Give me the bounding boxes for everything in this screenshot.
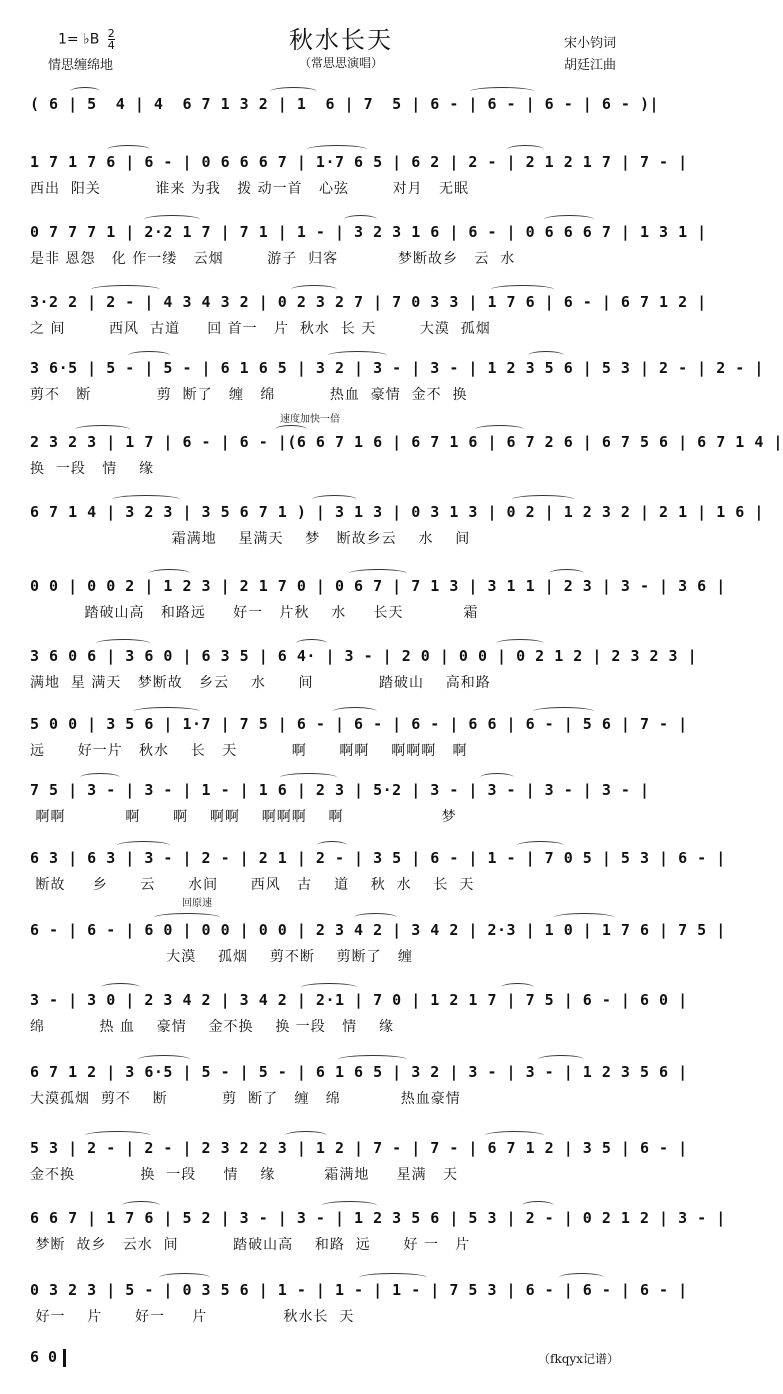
- slur-mark: [559, 1273, 604, 1282]
- slur-mark: [328, 351, 387, 360]
- notation-row: 6 - | 6 - | 6 0 | 0 0 | 0 0 | 2 3 4 2 | 3 4 2 | 2·3 | 1 0 | 1 7 6 | 7 5 |: [30, 918, 660, 942]
- notation-row: 5 3 | 2 - | 2 - | 2 3 2 2 3 | 1 2 | 7 - | 7 - | 6 7 1 2 | 3 5 | 6 - |: [30, 1136, 660, 1160]
- meter-top: 2: [107, 27, 115, 40]
- slur-mark: [138, 1055, 190, 1064]
- slur-mark: [485, 1131, 544, 1140]
- slur-mark: [480, 773, 514, 782]
- lyrics-row: 好一 片 好一 片 秋水长 天: [30, 1309, 355, 1325]
- lyrics-row: 大漠孤烟 剪不 断 剪 断了 缠 绵 热血豪情: [30, 1091, 461, 1107]
- slur-mark: [549, 569, 584, 578]
- lyrics-row: [30, 120, 660, 142]
- lyrics-row: 远 好一片 秋水 长 天 啊 啊啊 啊啊啊 啊: [30, 743, 468, 759]
- notation-row: 0 7 7 7 1 | 2·2 1 7 | 7 1 | 1 - | 3 2 3 1 6 | 6 - | 0 6 6 6 7 | 1 3 1 |: [30, 220, 660, 244]
- slur-mark: [117, 841, 170, 850]
- notation-row: 6 6 7 | 1 7 6 | 5 2 | 3 - | 3 - | 1 2 3 5 6 | 5 3 | 2 - | 0 2 1 2 | 3 - |: [30, 1206, 660, 1230]
- lyrics-row: 霜满地 星满天 梦 断故乡云 水 间: [30, 531, 471, 547]
- notation-row: 6 3 | 6 3 | 3 - | 2 - | 2 1 | 2 - | 3 5 | 6 - | 1 - | 7 0 5 | 5 3 | 6 - |: [30, 846, 660, 870]
- slur-mark: [533, 707, 594, 716]
- slur-mark: [149, 569, 190, 578]
- slur-mark: [128, 351, 170, 360]
- tempo-speedup-mark: 速度加快一倍: [280, 414, 340, 425]
- slur-mark: [101, 983, 140, 992]
- lyrics-row: 梦断 故乡 云水 间 踏破山高 和路 远 好 一 片: [30, 1237, 471, 1253]
- notation-row: 0 0 | 0 0 2 | 1 2 3 | 2 1 7 0 | 0 6 7 | 7 1 3 | 3 1 1 | 2 3 | 3 - | 3 6 |: [30, 574, 660, 598]
- slur-mark: [270, 87, 317, 96]
- notation-row: 3 6 0 6 | 3 6 0 | 6 3 5 | 6 4· | 3 - | 2 0 | 0 0 | 0 2 1 2 | 2 3 2 3 |: [30, 644, 660, 668]
- notation-row: 3 - | 3 0 | 2 3 4 2 | 3 4 2 | 2·1 | 7 0 | 1 2 1 7 | 7 5 | 6 - | 6 0 |: [30, 988, 660, 1012]
- slur-mark: [333, 707, 377, 716]
- notation-row: 5 0 0 | 3 5 6 | 1·7 | 7 5 | 6 - | 6 - | 6 - | 6 6 | 6 - | 5 6 | 7 - |: [30, 712, 660, 736]
- slur-mark: [359, 1273, 427, 1282]
- lyrics-row: 金不换 换 一段 情 缘 霜满地 星满 天: [30, 1167, 459, 1183]
- notation-row: 3 6·5 | 5 - | 5 - | 6 1 6 5 | 3 2 | 3 - | 3 - | 1 2 3 5 6 | 5 3 | 2 - | 2 - |: [30, 356, 660, 380]
- slur-mark: [159, 1273, 210, 1282]
- slur-mark: [317, 841, 347, 850]
- tempo-primo-mark: 回原速: [182, 898, 212, 909]
- notation-row: 6 7 1 2 | 3 6·5 | 5 - | 5 - | 6 1 6 5 | 3 2 | 3 - | 3 - | 1 2 3 5 6 |: [30, 1060, 660, 1084]
- slur-mark: [491, 285, 554, 294]
- slur-mark: [133, 707, 200, 716]
- slur-mark: [291, 285, 337, 294]
- slur-mark: [338, 1055, 407, 1064]
- slur-mark: [307, 145, 367, 154]
- notation-row: 7 5 | 3 - | 3 - | 1 - | 1 6 | 2 3 | 5·2 | 3 - | 3 - | 3 - | 3 - |: [30, 778, 660, 802]
- lyrics-row: 之 间 西风 古道 回 首一 片 秋水 长 天 大漠 孤烟: [30, 321, 491, 337]
- slur-mark: [122, 1201, 160, 1210]
- notation-row: 6 7 1 4 | 3 2 3 | 3 5 6 7 1 ) | 3 1 3 | 0 3 1 3 | 0 2 | 1 2 3 2 | 2 1 | 1 6 |: [30, 500, 660, 524]
- slur-mark: [285, 1131, 327, 1140]
- expression-mark: 情思缠绵地: [48, 58, 114, 73]
- slur-mark: [75, 425, 130, 434]
- performer-subtitle: （常思思演唱）: [298, 56, 383, 70]
- slur-mark: [280, 773, 337, 782]
- slur-mark: [475, 425, 524, 434]
- lyrics-row: 断故 乡 云 水间 西风 古 道 秋 水 长 天: [30, 877, 475, 893]
- slur-mark: [91, 285, 160, 294]
- slur-mark: [496, 639, 544, 648]
- lyrics-row: 是非 恩怨 化 作一缕 云烟 游子 归客 梦断故乡 云 水: [30, 251, 516, 267]
- slur-mark: [80, 773, 120, 782]
- slur-mark: [96, 639, 150, 648]
- time-signature: [108, 28, 115, 51]
- slur-mark: [349, 569, 407, 578]
- final-bar: 6 0: [30, 1348, 66, 1367]
- notation-row: 2 3 2 3 | 1 7 | 6 - | 6 - |(6 6 7 1 6 | 6 7 1 6 | 6 7 2 6 | 6 7 5 6 | 6 7 1 4 |: [30, 430, 660, 454]
- slur-mark: [512, 495, 574, 504]
- slur-mark: [470, 87, 534, 96]
- slur-mark: [507, 145, 544, 154]
- notation-row: 3·2 2 | 2 - | 4 3 4 3 2 | 0 2 3 2 7 | 7 0 3 3 | 1 7 6 | 6 - | 6 7 1 2 |: [30, 290, 660, 314]
- slur-mark: [501, 983, 534, 992]
- slur-mark: [544, 215, 594, 224]
- notation-row: 0 3 2 3 | 5 - | 0 3 5 6 | 1 - | 1 - | 1 - | 7 5 3 | 6 - | 6 - | 6 - |: [30, 1278, 660, 1302]
- key-label: 1= ♭B: [58, 31, 100, 48]
- notation-row: 1 7 1 7 6 | 6 - | 0 6 6 6 7 | 1·7 6 5 | 6 2 | 2 - | 2 1 2 1 7 | 7 - |: [30, 150, 660, 174]
- composer-credit: 胡廷江曲: [564, 58, 617, 73]
- slur-mark: [522, 1201, 554, 1210]
- slur-mark: [154, 913, 220, 922]
- lyricist-credit: 宋小钧词: [564, 36, 617, 51]
- slur-mark: [275, 425, 307, 434]
- song-title: 秋水长天: [289, 26, 393, 54]
- lyrics-row: 啊啊 啊 啊 啊啊 啊啊啊 啊 梦: [30, 809, 457, 825]
- lyrics-row: 大漠 孤烟 剪不断 剪断了 缠: [30, 949, 414, 965]
- slur-mark: [301, 983, 357, 992]
- slur-mark: [528, 351, 564, 360]
- meter-bottom: 4: [107, 39, 115, 52]
- lyrics-row: 西出 阳关 谁来 为我 拨 动一首 心弦 对月 无眠: [30, 181, 469, 197]
- lyrics-row: 换 一段 情 缘: [30, 461, 155, 477]
- slur-mark: [112, 495, 180, 504]
- transcriber-credit: （fkqyx记谱）: [538, 1352, 619, 1366]
- slur-mark: [554, 913, 614, 922]
- lyrics-row: 剪不 断 剪 断了 缠 绵 热血 豪情 金不 换: [30, 387, 468, 403]
- slur-mark: [85, 1131, 150, 1140]
- slur-mark: [354, 913, 397, 922]
- slur-mark: [312, 495, 357, 504]
- lyrics-row: 踏破山高 和路远 好一 片秋 水 长天 霜: [30, 605, 479, 621]
- slur-mark: [144, 215, 200, 224]
- slur-mark: [296, 639, 327, 648]
- key-signature: [58, 28, 115, 51]
- lyrics-row: 满地 星 满天 梦断故 乡云 水 间 踏破山 高和路: [30, 675, 491, 691]
- slur-mark: [70, 87, 100, 96]
- slur-mark: [517, 841, 564, 850]
- slur-mark: [107, 145, 150, 154]
- slur-mark: [322, 1201, 377, 1210]
- notation-row: ( 6 | 5 4 | 4 6 7 1 3 2 | 1 6 | 7 5 | 6 - | 6 - | 6 - | 6 - )|: [30, 92, 660, 116]
- lyrics-row: 绵 热 血 豪情 金不换 换 一段 情 缘: [30, 1019, 394, 1035]
- slur-mark: [538, 1055, 584, 1064]
- slur-mark: [344, 215, 377, 224]
